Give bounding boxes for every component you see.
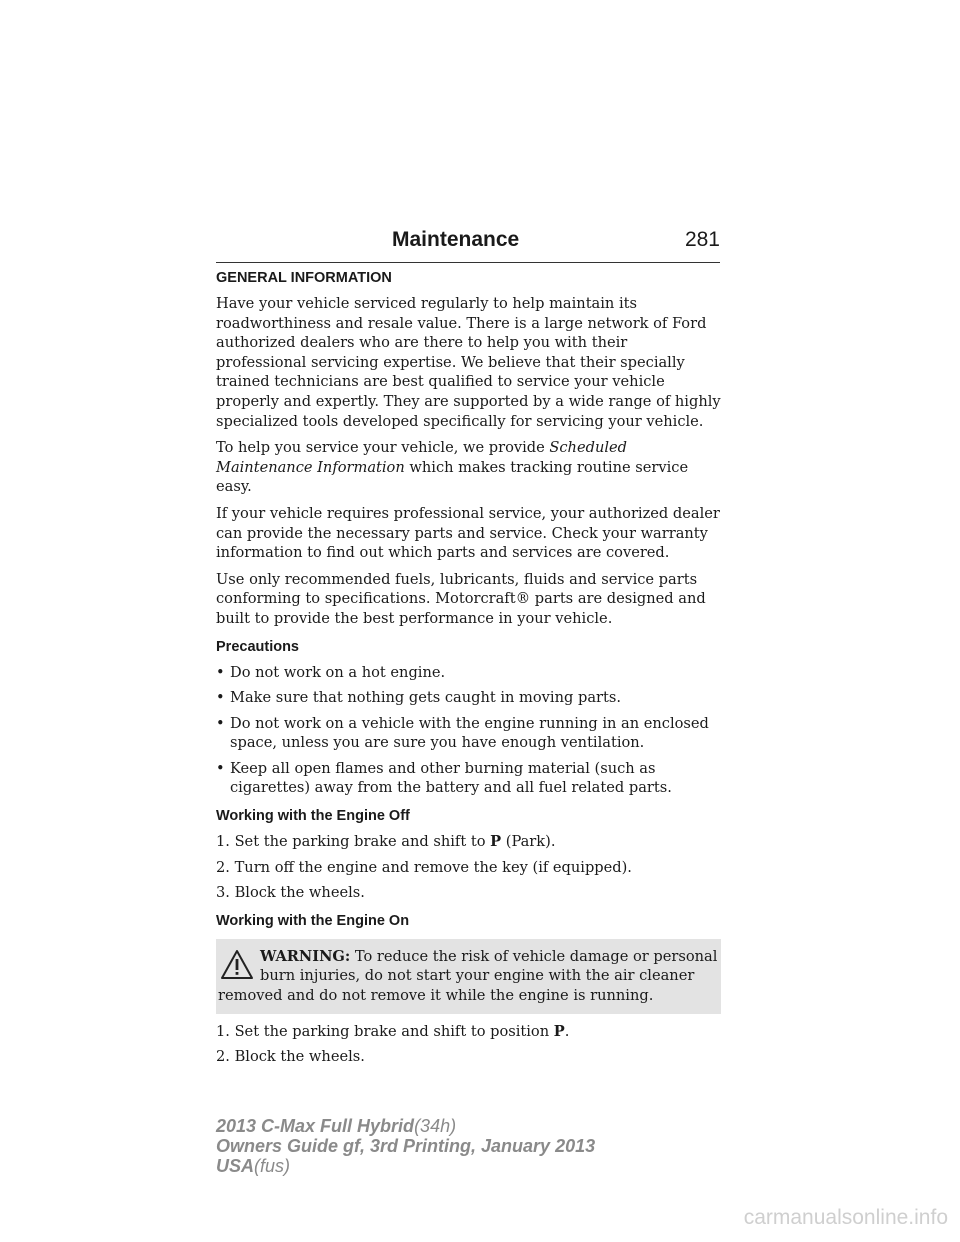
paragraph-roadworthiness: Have your vehicle serviced regularly to help maintain its roadworthiness and resale value. There is a large network of Ford authorized dealers who are there to help you with their professional servicing expertise. We believe that their specially trained technicians are best qualified to service your vehicle properly and expertly. They are supported by a wide range of highly specialized tools developed specifically for servicing your vehicle. (216, 295, 721, 430)
bullet-glyph: • (216, 759, 225, 777)
list-item-text: Keep all open flames and other burning material (such as cigarettes) away from the battery and all fuel related parts. (230, 759, 672, 797)
page-content (216, 268, 721, 1073)
section-title: Maintenance (392, 228, 520, 251)
footer-market-code: (fus) (254, 1156, 291, 1176)
warning-triangle-icon (220, 949, 254, 981)
warning-line-1 (216, 947, 721, 967)
footer-line-3 (216, 1156, 595, 1176)
park-position: P (553, 1022, 565, 1040)
list-item-text: Do not work on a vehicle with the engine running in an enclosed space, unless you are sure you have enough ventilation. (230, 714, 709, 752)
footer-model: 2013 C-Max Full Hybrid (216, 1116, 415, 1136)
engine-off-steps (216, 832, 721, 903)
footer-line-2: Owners Guide gf, 3rd Printing, January 2013 (216, 1136, 596, 1156)
step-item: 2. Turn off the engine and remove the key (if equipped). (216, 858, 632, 876)
step-text-a: 1. Set the parking brake and shift to position (216, 1022, 554, 1040)
heading-precautions: Precautions (216, 638, 299, 655)
park-position: P (490, 833, 502, 851)
step-text-a: 1. Set the parking brake and shift to (216, 833, 491, 851)
paragraph-recommended-parts: Use only recommended fuels, lubricants, fluids and service parts conforming to specifications. Motorcraft® parts are designed and built to provide the best performance in your vehicle. (216, 570, 706, 627)
footer-model-code: (34h) (414, 1116, 457, 1136)
warning-line-3: removed and do not remove it while the engine is running. (218, 987, 654, 1005)
list-item (216, 759, 721, 798)
list-item (216, 714, 721, 753)
step-item (216, 1022, 721, 1042)
page-number: 281 (684, 228, 720, 251)
footer-line-1 (216, 1116, 595, 1136)
page-header (216, 228, 720, 263)
list-item-text: Do not work on a hot engine. (230, 663, 446, 681)
step-text-b: (Park). (501, 833, 556, 851)
precautions-list (216, 663, 721, 799)
bullet-glyph: • (216, 714, 225, 732)
engine-on-steps (216, 1022, 721, 1067)
heading-general-information: GENERAL INFORMATION (216, 270, 392, 286)
step-item: 3. Block the wheels. (216, 884, 365, 902)
para2-text-a: To help you service your vehicle, we provide (216, 439, 550, 457)
list-item (216, 663, 721, 683)
bullet-glyph: • (216, 689, 225, 707)
bullet-glyph: • (216, 663, 225, 681)
heading-engine-off: Working with the Engine Off (216, 808, 410, 825)
warning-line-2: burn injuries, do not start your engine with the air cleaner (260, 967, 695, 985)
list-item-text: Make sure that nothing gets caught in moving parts. (230, 689, 621, 707)
paragraph-scheduled-maintenance (216, 438, 721, 497)
warning-label: WARNING: (260, 947, 351, 965)
step-item (216, 832, 721, 852)
scheduled-maintenance-title: Scheduled Maintenance Information (216, 439, 627, 476)
footer-market: USA (216, 1156, 255, 1176)
step-text-b: . (564, 1022, 570, 1040)
warning-text-1: To reduce the risk of vehicle damage or personal (350, 947, 718, 965)
watermark: carmanualsonline.info (743, 1206, 948, 1229)
paragraph-professional-service: If your vehicle requires professional service, your authorized dealer can provide the necessary parts and service. Check your warranty information to find out which parts and services are covered. (216, 504, 720, 562)
para2-text-b: which makes tracking routine service easy. (216, 458, 689, 496)
step-item: 2. Block the wheels. (216, 1048, 365, 1066)
heading-engine-on: Working with the Engine On (216, 912, 410, 929)
page-footer (216, 1116, 595, 1176)
warning-box (216, 939, 721, 1014)
list-item (216, 688, 721, 708)
